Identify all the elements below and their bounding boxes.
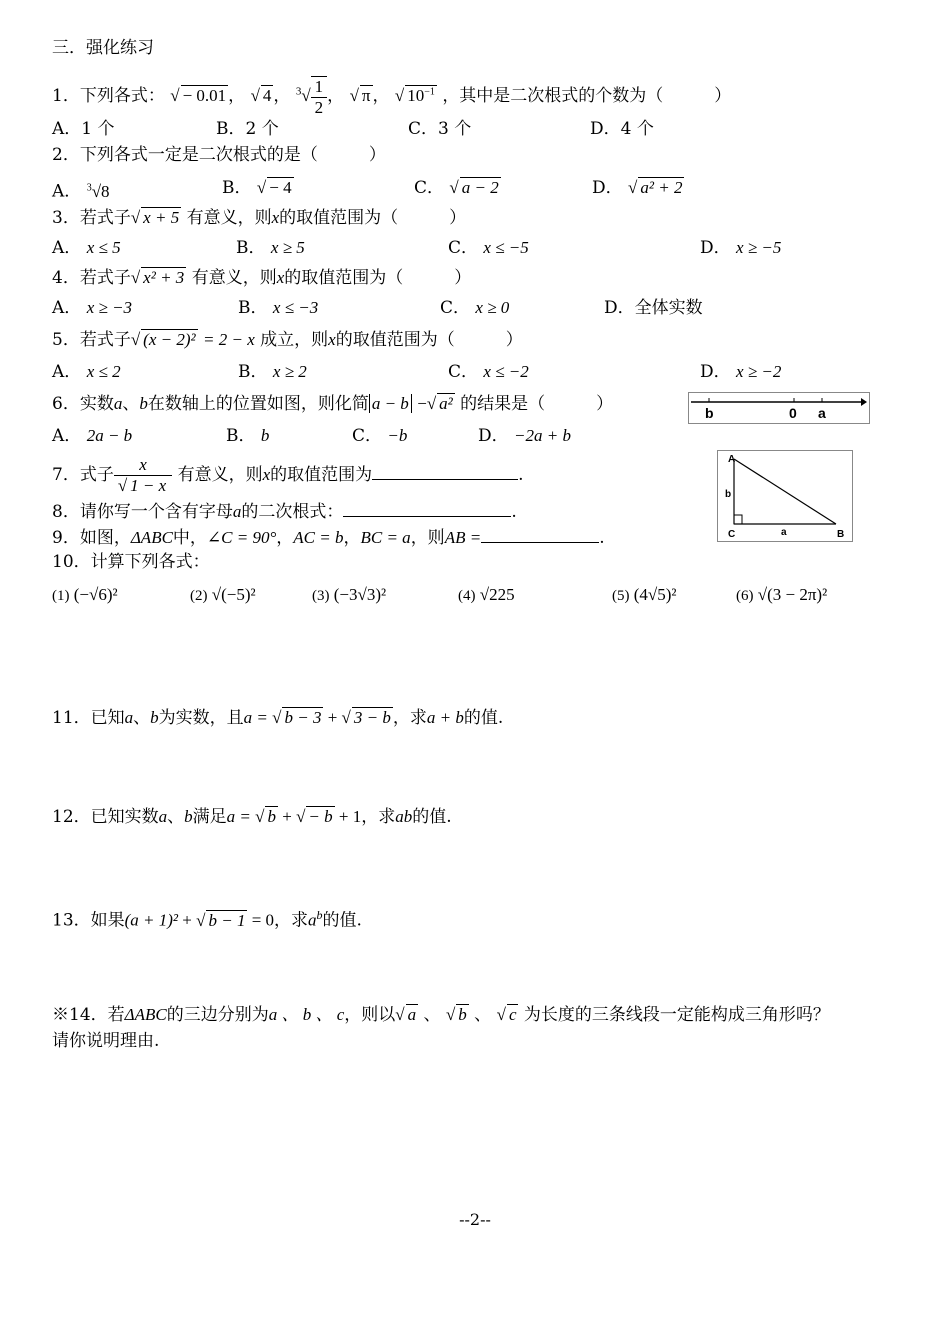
q4-radical: √ x² + 3 <box>131 268 186 287</box>
vertex-b-label: B <box>837 529 845 540</box>
q10-item-4: (4) √225 <box>458 585 515 604</box>
q10-item-5: (5) (4√5)² <box>612 585 677 604</box>
q4-option-a: A． x ≥ −3 <box>52 298 133 318</box>
vertex-c-label: C <box>728 529 736 540</box>
q10-item-1: (1) (−√6)² <box>52 585 118 604</box>
question-1: 1．下列各式： √ − 0.01 ， √ 4 ， $^3$√ $\frac{1}{2}$ ， √ π ， √ $10^{-1}$ ，其中是二次根式的个数为（ ） <box>52 76 731 118</box>
question-2: 2．下列各式一定是二次根式的是（ ） <box>52 145 386 165</box>
q4-option-b: B． x ≤ −3 <box>238 298 319 318</box>
q2-option-a: A． $^3$√8 <box>52 181 110 202</box>
q3-radical: √ x + 5 <box>131 208 181 227</box>
q1-suffix: ，其中是二次根式的个数为（ ） <box>442 85 732 106</box>
question-5: 5．若式子√ (x − 2)² = 2 − x 成立，则x的取值范围为（ ） <box>52 328 523 352</box>
question-10: 10．计算下列各式： <box>52 552 210 572</box>
side-a-label: a <box>781 527 787 538</box>
page-number: --2-- <box>459 1210 491 1229</box>
q1-option-d: D．4 个 <box>590 119 654 139</box>
question-14: ※14．若ΔABC的三边分别为a 、 b 、 c，则以√ a 、 √ b 、 √ c 为长度的三条线段一定能构成三角形吗？ <box>52 1003 830 1027</box>
q1-option-b: B．2 个 <box>216 119 279 139</box>
number-line-svg <box>689 393 869 423</box>
number-line-arrow <box>861 398 867 406</box>
q6-option-a: A． 2a − b <box>52 426 133 446</box>
q3-option-a: A． x ≤ 5 <box>52 238 121 258</box>
q8-answer-blank[interactable] <box>343 500 511 517</box>
question-9: 9．如图，ΔABC中，∠C = 90°，AC = b，BC = a，则AB = . <box>52 528 605 548</box>
label-b: b <box>705 405 714 421</box>
question-8: 8．请你写一个含有字母a的二次根式： . <box>52 502 517 522</box>
question-12: 12．已知实数a、b满足a = √ b + √ − b + 1，求ab的值. <box>52 805 452 829</box>
q6-abs: a − b <box>369 394 412 413</box>
q1-prefix: 1．下列各式： <box>52 85 165 106</box>
q3-option-c: C． x ≤ −5 <box>448 238 529 258</box>
q3-option-b: B． x ≥ 5 <box>236 238 305 258</box>
q4-option-d: D．全体实数 <box>604 298 703 318</box>
q6-radical: √ a² <box>427 394 455 413</box>
question-13: 13．如果(a + 1)² + √ b − 1 = 0，求$a^b$的值. <box>52 903 362 933</box>
q1-expr-5-sqrt: √ $10^{-1}$ <box>395 86 437 105</box>
question-7: 7．式子 x √ 1 − x 有意义，则x的取值范围为 . <box>52 454 524 496</box>
label-a: a <box>818 405 826 421</box>
q1-expr-3-cuberoot: $^3$√ $\frac{1}{2}$ <box>296 86 327 105</box>
question-6: 6．实数a、b在数轴上的位置如图，则化简 a − b −√ a² 的结果是（ ） <box>52 392 613 416</box>
q10-item-3: (3) (−3√3)² <box>312 585 387 604</box>
q1-option-c: C．3 个 <box>408 119 472 139</box>
question-3: 3．若式子√ x + 5 有意义，则x的取值范围为（ ） <box>52 206 466 230</box>
q2-option-b: B． √ − 4 <box>222 176 294 200</box>
q10-item-6: (6) √(3 − 2π)² <box>736 585 828 604</box>
side-ab <box>734 459 836 524</box>
q5-radical: √ (x − 2)² <box>131 330 198 349</box>
label-0: 0 <box>789 405 797 421</box>
q1-option-a: A．1 个 <box>52 119 115 139</box>
q9-answer-blank[interactable] <box>481 526 599 543</box>
side-b-label: b <box>725 489 732 500</box>
q3-option-d: D． x ≥ −5 <box>700 238 782 258</box>
q1-expr-2-sqrt: √ 4 <box>251 86 274 105</box>
q5-option-a: A． x ≤ 2 <box>52 362 121 382</box>
right-angle-mark <box>734 515 742 524</box>
q7-fraction: x √ 1 − x <box>114 455 172 496</box>
q6-option-b: B． b <box>226 426 270 446</box>
q1-expr-1-sqrt: √ − 0.01 <box>170 86 228 105</box>
q5-option-d: D． x ≥ −2 <box>700 362 782 382</box>
question-4: 4．若式子√ x² + 3 有意义，则x的取值范围为（ ） <box>52 266 471 290</box>
q4-option-c: C． x ≥ 0 <box>440 298 510 318</box>
q7-answer-blank[interactable] <box>372 463 518 480</box>
question-14-line-2: 请你说明理由. <box>52 1031 160 1051</box>
triangle-figure <box>717 450 853 542</box>
triangle-svg <box>718 451 852 541</box>
vertex-a-label: A <box>728 454 736 465</box>
q6-option-d: D． −2a + b <box>478 426 571 446</box>
q2-option-c: C． √ a − 2 <box>414 176 501 200</box>
number-line-figure <box>688 392 870 424</box>
section-title: 三．强化练习 <box>52 38 154 58</box>
q10-item-2: (2) √(−5)² <box>190 585 256 604</box>
q1-expr-4-sqrt: √ π <box>350 86 373 105</box>
q2-option-d: D． √ a² + 2 <box>592 176 684 200</box>
q6-option-c: C． −b <box>352 426 408 446</box>
q5-option-b: B． x ≥ 2 <box>238 362 307 382</box>
q5-option-c: C． x ≤ −2 <box>448 362 529 382</box>
question-11: 11．已知a、b为实数，且a = √ b − 3 + √ 3 − b ，求a + b的值. <box>52 706 503 730</box>
